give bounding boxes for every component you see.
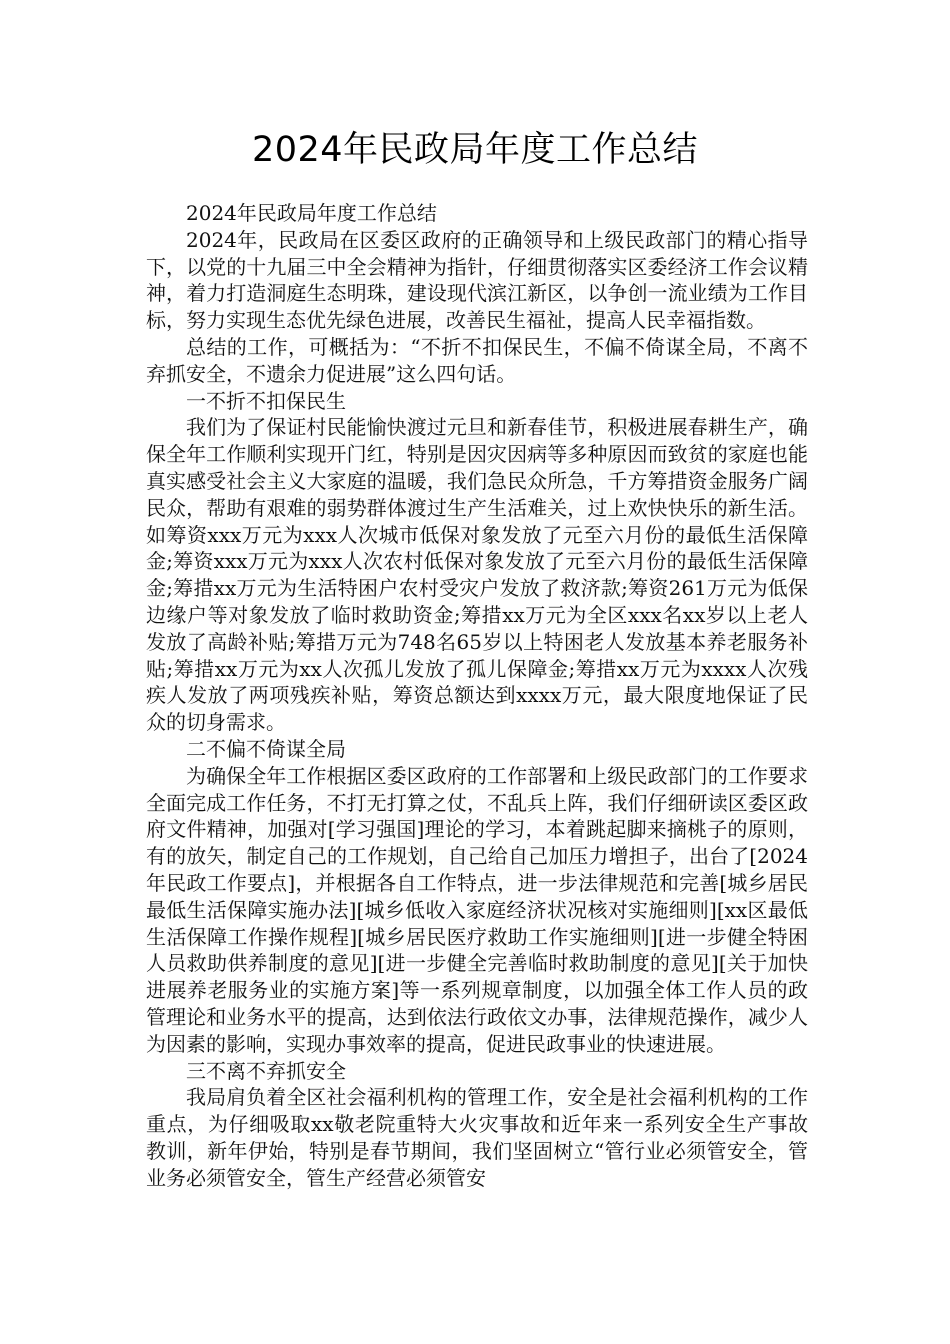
document-title: 2024年民政局年度工作总结 [251, 130, 699, 170]
section-heading-2: 二不偏不倚谋全局 [186, 736, 346, 761]
section-heading-3: 三不离不弃抓安全 [186, 1058, 346, 1083]
section-2-paragraph: 为确保全年工作根据区委区政府的工作部署和上级民政部门的工作要求全面完成工作任务，不打无打算之仗，不乱兵上阵，我们仔细研读区委区政府文件精神，加强对[学习强国]理论的学习，本着跳起脚来摘桃子的原则，有的放矢，制定自己的工作规划，自己给自己加压力增担子，出台了[2024年民政工作要点]，并根据各自工作特点，进一步法律规范和完善[城乡居民最低生活保障实施办法][城乡低收入家庭经济状况核对实施细则][xx区最低生活保障工作操作规程][城乡居民医疗救助工作实施细则][进一步健全特困人员救助供养制度的意见][进一步健全完善临时救助制度的意见][关于加快进展养老服务业的实施方案]等一系列规章制度，以加强全体工作人员的政管理论和业务水平的提高，达到依法行政依文办事，法律规范操作，减少人为因素的影响，实现办事效率的提高，促进民政事业的快速进展。 [146, 763, 808, 1056]
document-body [146, 200, 808, 1191]
summary-paragraph: 总结的工作，可概括为：“不折不扣保民生，不偏不倚谋全局，不离不弃抓安全，不遗余力促进展”这么四句话。 [146, 334, 808, 386]
section-heading-1: 一不折不扣保民生 [186, 388, 346, 413]
subtitle-paragraph: 2024年民政局年度工作总结 [186, 201, 437, 225]
intro-paragraph: 2024年，民政局在区委区政府的正确领导和上级民政部门的精心指导下，以党的十九届三中全会精神为指针，仔细贯彻落实区委经济工作会议精神，着力打造洞庭生态明珠，建设现代滨江新区，以争创一流业绩为工作目标，努力实现生态优先绿色进展，改善民生福祉，提高人民幸福指数。 [146, 227, 808, 333]
section-1-paragraph: 我们为了保证村民能愉快渡过元旦和新春佳节，积极进展春耕生产，确保全年工作顺利实现开门红，特别是因灾因病等多种原因而致贫的家庭也能真实感受社会主义大家庭的温暖，我们急民众所急，千方筹措资金服务广阔民众，帮助有艰难的弱势群体渡过生产生活难关，过上欢快快乐的新生活。如筹资xxx万元为xxx人次城市低保对象发放了元至六月份的最低生活保障金;筹资xxx万元为xxx人次农村低保对象发放了元至六月份的最低生活保障金;筹措xx万元为生活特困户农村受灾户发放了救济款;筹资261万元为低保边缘户等对象发放了临时救助资金;筹措xx万元为全区xxx名xx岁以上老人发放了高龄补贴;筹措万元为748名65岁以上特困老人发放基本养老服务补贴;筹措xx万元为xx人次孤儿发放了孤儿保障金;筹措xx万元为xxxx人次残疾人发放了两项残疾补贴，筹资总额达到xxxx万元，最大限度地保证了民众的切身需求。 [146, 415, 808, 735]
section-3-paragraph: 我局肩负着全区社会福利机构的管理工作，安全是社会福利机构的工作重点，为仔细吸取xx敬老院重特大火灾事故和近年来一系列安全生产事故教训，新年伊始，特别是春节期间，我们坚固树立“管行业必须管安全，管业务必须管安全，管生产经营必须管安 [146, 1085, 808, 1190]
